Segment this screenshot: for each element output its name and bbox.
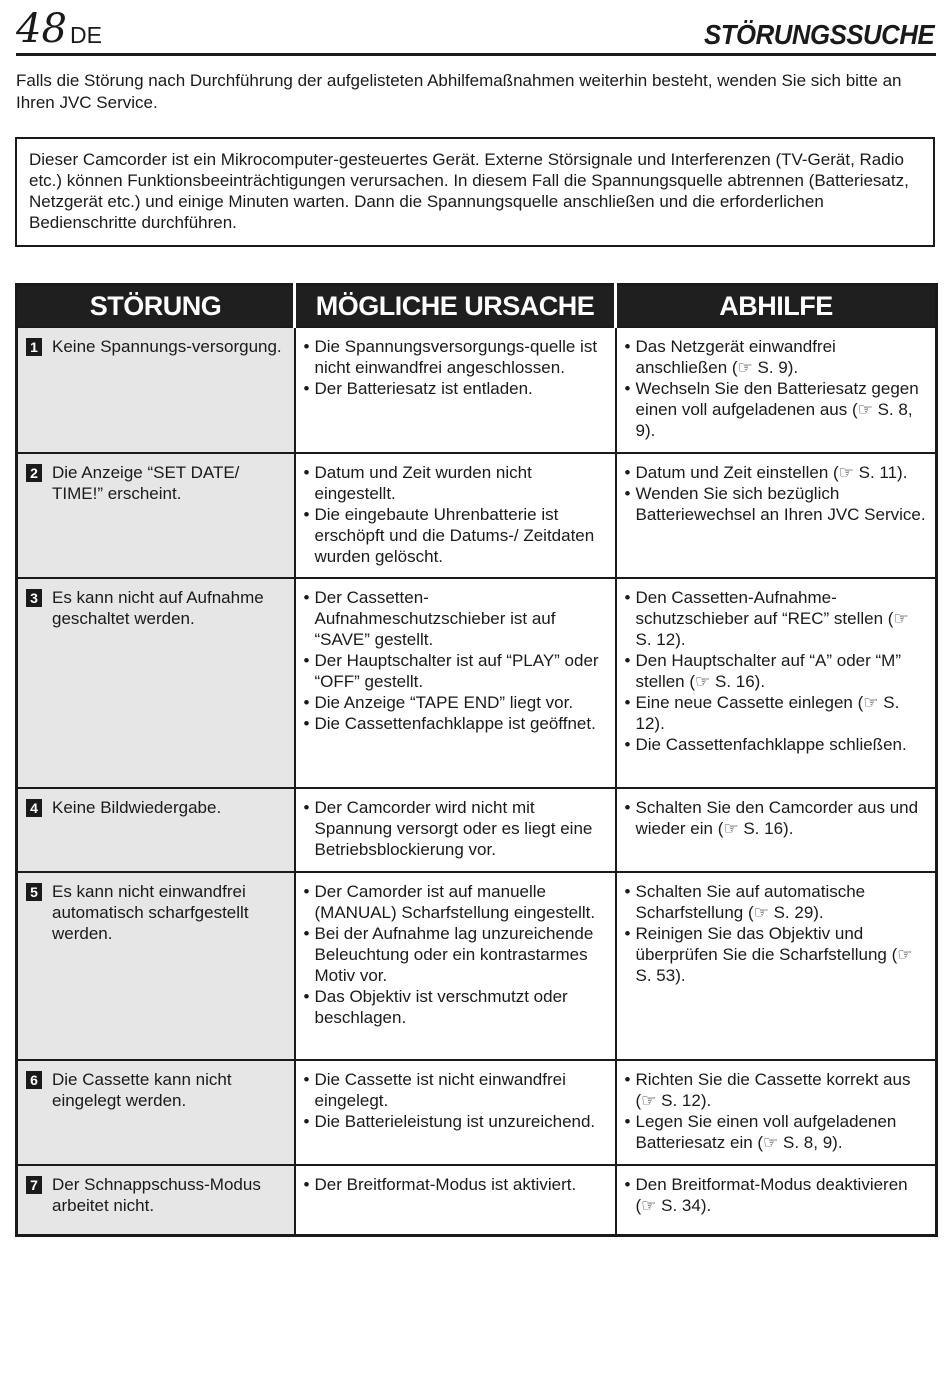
remedy-list <box>625 797 928 839</box>
problem-number: 4 <box>26 799 42 817</box>
problem-cell <box>17 872 295 1060</box>
problem-number: 6 <box>26 1071 42 1089</box>
remedy-cell <box>616 788 937 872</box>
problem-text: Es kann nicht einwandfrei automatisch scharfgestellt werden. <box>52 882 249 943</box>
problem-cell <box>17 453 295 578</box>
cause-list <box>304 797 607 860</box>
notice-box: Dieser Camcorder ist ein Mikrocomputer-gesteuertes Gerät. Externe Störsignale und Interferenzen (TV-Gerät, Radio etc.) können Funktionsbeeinträchtigungen verursachen. In diesem Fall die Spannungsquelle abtrennen (Batteriesatz, Netzgerät etc.) und einige Minuten warten. Dann die Spannungsquelle anschließen und die erforderlichen Bedienschritte durchführen. <box>15 137 935 247</box>
cause-list <box>304 336 607 399</box>
intro-text: Falls die Störung nach Durchführung der aufgelisteten Abhilfemaßnahmen weiterhin besteht, wenden Sie sich bitte an Ihren JVC Service. <box>16 71 902 112</box>
cause-cell <box>295 1165 616 1235</box>
cause-cell <box>295 453 616 578</box>
cause-item: • Der Cassetten-Aufnahmeschutzschieber ist auf “SAVE” gestellt. <box>304 587 607 650</box>
cause-list <box>304 587 607 734</box>
remedy-list <box>625 1174 928 1216</box>
cause-item: • Die Cassettenfachklappe ist geöffnet. <box>304 713 607 734</box>
problem-cell <box>17 1060 295 1165</box>
remedy-item: • Den Breitformat-Modus deaktivieren (☞ S. 34). <box>625 1174 928 1216</box>
table-row <box>17 1060 937 1165</box>
remedy-cell <box>616 1165 937 1235</box>
remedy-cell <box>616 578 937 788</box>
remedy-list <box>625 881 928 986</box>
cause-list <box>304 1174 607 1195</box>
cause-list <box>304 1069 607 1132</box>
problem-number: 7 <box>26 1176 42 1194</box>
cause-cell <box>295 578 616 788</box>
remedy-item: • Eine neue Cassette einlegen (☞ S. 12). <box>625 692 928 734</box>
cause-item: • Die Batterieleistung ist unzureichend. <box>304 1111 607 1132</box>
table-row <box>17 327 937 453</box>
problem-number: 5 <box>26 883 42 901</box>
header-rule <box>16 53 936 56</box>
cause-item: • Bei der Aufnahme lag unzureichende Beleuchtung oder ein kontrastarmes Motiv vor. <box>304 923 607 986</box>
cause-item: • Das Objektiv ist verschmutzt oder beschlagen. <box>304 986 607 1028</box>
remedy-list <box>625 587 928 755</box>
cause-item: • Die Spannungsversorgungs-quelle ist nicht einwandfrei angeschlossen. <box>304 336 607 378</box>
cause-item: • Der Camcorder wird nicht mit Spannung versorgt oder es liegt eine Betriebsblockierung vor. <box>304 797 607 860</box>
problem-wrap <box>26 587 286 629</box>
remedy-cell <box>616 327 937 453</box>
cause-cell <box>295 1060 616 1165</box>
page-header <box>16 6 936 54</box>
problem-text: Keine Spannungs-versorgung. <box>52 337 282 356</box>
remedy-item: • Wenden Sie sich bezüglich Batteriewechsel an Ihren JVC Service. <box>625 483 928 525</box>
column-header-problem: STÖRUNG <box>17 285 295 328</box>
problem-number: 3 <box>26 589 42 607</box>
problem-cell <box>17 327 295 453</box>
cause-cell <box>295 788 616 872</box>
cause-item: • Der Breitformat-Modus ist aktiviert. <box>304 1174 607 1195</box>
remedy-cell <box>616 1060 937 1165</box>
cause-item: • Die eingebaute Uhrenbatterie ist erschöpft und die Datums-/ Zeitdaten wurden gelöscht. <box>304 504 607 567</box>
remedy-item: • Legen Sie einen voll aufgeladenen Batteriesatz ein (☞ S. 8, 9). <box>625 1111 928 1153</box>
problem-wrap <box>26 1069 286 1111</box>
problem-wrap <box>26 1174 286 1216</box>
problem-cell <box>17 1165 295 1235</box>
cause-cell <box>295 327 616 453</box>
cause-item: • Die Cassette ist nicht einwandfrei eingelegt. <box>304 1069 607 1111</box>
table-row <box>17 453 937 578</box>
problem-wrap <box>26 336 286 357</box>
problem-wrap <box>26 462 286 504</box>
remedy-item: • Schalten Sie den Camcorder aus und wieder ein (☞ S. 16). <box>625 797 928 839</box>
problem-cell <box>17 578 295 788</box>
remedy-item: • Richten Sie die Cassette korrekt aus (☞ S. 12). <box>625 1069 928 1111</box>
troubleshooting-table <box>15 283 938 1237</box>
table-row <box>17 578 937 788</box>
cause-list <box>304 881 607 1028</box>
cause-item: • Der Hauptschalter ist auf “PLAY” oder “OFF” gestellt. <box>304 650 607 692</box>
section-title: STÖRUNGSSUCHE <box>703 19 934 50</box>
remedy-item: • Datum und Zeit einstellen (☞ S. 11). <box>625 462 928 483</box>
table-row <box>17 872 937 1060</box>
remedy-item: • Den Hauptschalter auf “A” oder “M” stellen (☞ S. 16). <box>625 650 928 692</box>
remedy-list <box>625 1069 928 1153</box>
problem-number: 2 <box>26 464 42 482</box>
problem-text: Es kann nicht auf Aufnahme geschaltet werden. <box>52 588 264 628</box>
remedy-list <box>625 462 928 525</box>
cause-item: • Die Anzeige “TAPE END” liegt vor. <box>304 692 607 713</box>
table-header-row <box>17 285 937 328</box>
problem-text: Der Schnappschuss-Modus arbeitet nicht. <box>52 1175 261 1215</box>
remedy-item: • Den Cassetten-Aufnahme-schutzschieber auf “REC” stellen (☞ S. 12). <box>625 587 928 650</box>
cause-cell <box>295 872 616 1060</box>
remedy-cell <box>616 453 937 578</box>
problem-text: Die Cassette kann nicht eingelegt werden. <box>52 1070 232 1110</box>
problem-text: Die Anzeige “SET DATE/ TIME!” erscheint. <box>52 463 240 503</box>
remedy-item: • Wechseln Sie den Batteriesatz gegen einen voll aufgeladenen aus (☞ S. 8, 9). <box>625 378 928 441</box>
problem-cell <box>17 788 295 872</box>
table-row <box>17 1165 937 1235</box>
column-header-cause: MÖGLICHE URSACHE <box>295 285 616 328</box>
remedy-item: • Das Netzgerät einwandfrei anschließen (☞ S. 9). <box>625 336 928 378</box>
remedy-item: • Reinigen Sie das Objektiv und überprüfen Sie die Scharfstellung (☞ S. 53). <box>625 923 928 986</box>
language-code: DE <box>70 22 102 48</box>
problem-wrap <box>26 881 286 944</box>
page-number: 48 <box>16 6 67 52</box>
table-body <box>17 327 937 1235</box>
problem-text: Keine Bildwiedergabe. <box>52 798 222 817</box>
cause-list <box>304 462 607 567</box>
remedy-item: • Die Cassettenfachklappe schließen. <box>625 734 928 755</box>
cause-item: • Datum und Zeit wurden nicht eingestellt. <box>304 462 607 504</box>
remedy-list <box>625 336 928 441</box>
remedy-cell <box>616 872 937 1060</box>
cause-item: • Der Camorder ist auf manuelle (MANUAL) Scharfstellung eingestellt. <box>304 881 607 923</box>
cause-item: • Der Batteriesatz ist entladen. <box>304 378 607 399</box>
column-header-remedy: ABHILFE <box>616 285 937 328</box>
table-row <box>17 788 937 872</box>
remedy-item: • Schalten Sie auf automatische Scharfstellung (☞ S. 29). <box>625 881 928 923</box>
problem-number: 1 <box>26 338 42 356</box>
problem-wrap <box>26 797 286 818</box>
